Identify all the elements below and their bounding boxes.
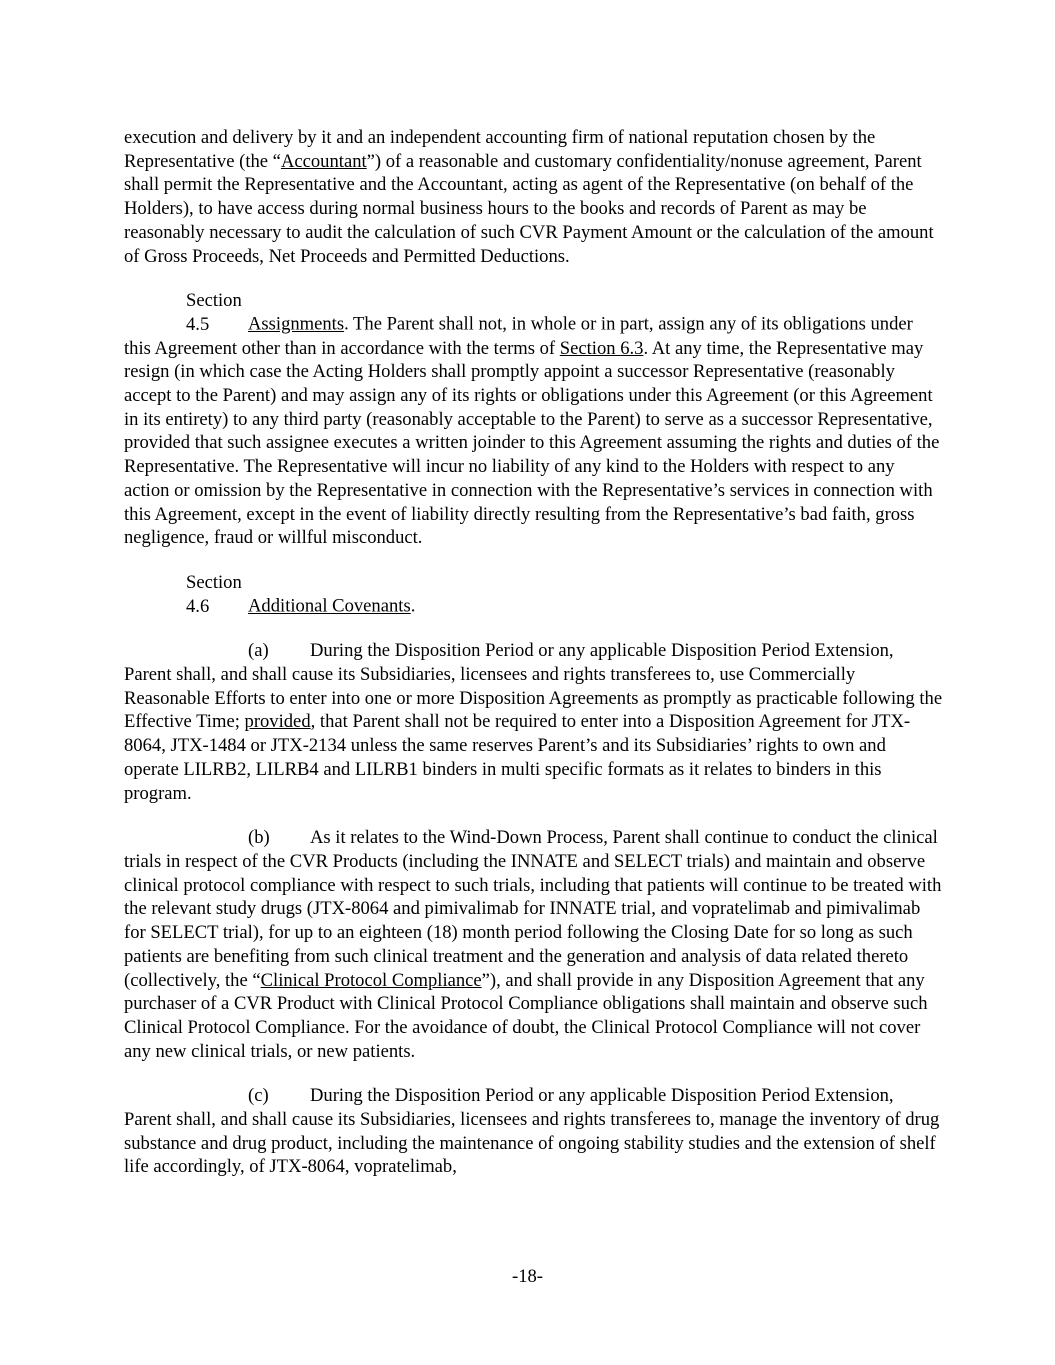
section-number: Section 4.6 (186, 571, 242, 617)
section-title: Assignments (248, 313, 345, 335)
section-number: Section 4.5 (186, 290, 242, 335)
page-number: -18- (512, 1266, 543, 1287)
document-page (124, 126, 944, 1179)
subsection-c (124, 1084, 944, 1179)
defined-term-accountant: Accountant (280, 150, 367, 172)
paragraph-audit-access (124, 126, 944, 268)
term-provided: provided (244, 711, 311, 733)
cross-reference-section-6-3: Section 6.3 (559, 337, 644, 359)
section-title: Additional Covenants (248, 595, 411, 617)
text: . At any time, the Representative may resign (in which case the Acting Holders shall promptly appoint a successor Representative (reasonably accept to the Parent) and may assign any of its rights or obligations under this Agreement (or this Agreement in its entirety) to any third party (reasonably acceptable to the Parent) to serve as a successor Representative, provided that such assignee executes a written joinder to this Agreement assuming the rights and duties of the Representative. The Representative will incur no liability of any kind to the Holders with respect to any action or omission by the Representative in connection with the Representative’s services in connection with this Agreement, except in the event of liability directly resulting from the Representative’s bad faith, gross negligence, fraud or willful misconduct. (124, 337, 940, 549)
text: As it relates to the Wind-Down Process, Parent shall continue to conduct the clinical trials in respect of the CVR Products (including the INNATE and SELECT trials) and maintain and observe clinical protocol compliance with respect to such trials, including that patients will continue to be treated with the relevant study drugs (JTX-8064 and pimivalimab for INNATE trial, and vopratelimab and pimivalimab for SELECT trial), for up to an eighteen (18) month period following the Closing Date for so long as such patients are benefiting from such clinical treatment and the generation and analysis of data related thereto (collectively, the “ (124, 827, 942, 991)
text: During the Disposition Period or any applicable Disposition Period Extension, Parent shall, and shall cause its Subsidiaries, licensees and rights transferees to, use Commercially Reasonable Efforts to enter into one or more Disposition Agreements as promptly as practicable following the Effective Time; (124, 640, 943, 733)
text: ”), and shall provide in any Disposition Agreement that any purchaser of a CVR Product with Clinical Protocol Compliance obligations shall maintain and observe such Clinical Protocol Compliance. For the avoidance of doubt, the Clinical Protocol Compliance will not cover any new clinical trials, or new patients. (124, 969, 928, 1062)
text: During the Disposition Period or any applicable Disposition Period Extension, Parent shall, and shall cause its Subsidiaries, licensees and rights transferees to, manage the inventory of drug substance and drug product, including the maintenance of ongoing stability studies and the extension of shelf life accordingly, of JTX-8064, vopratelimab, (124, 1085, 940, 1178)
subsection-number: (b) (248, 827, 270, 849)
text: . (410, 595, 416, 617)
text: , that Parent shall not be required to enter into a Disposition Agreement for JTX-8064, JTX-1484 or JTX-2134 unless the same reserves Parent’s and its Subsidiaries’ rights to own and operate LILRB2, LILRB4 and LILRB1 binders in multi specific formats as it relates to binders in this program. (124, 711, 911, 804)
subsection-b (124, 826, 944, 1063)
section-4-5 (124, 289, 944, 550)
defined-term-clinical-protocol-compliance: Clinical Protocol Compliance (260, 969, 482, 991)
section-4-6-heading (124, 571, 944, 618)
subsection-number: (c) (248, 1085, 269, 1107)
subsection-a (124, 639, 944, 805)
text: ”) of a reasonable and customary confidentiality/nonuse agreement, Parent shall permit the Representative and the Accountant, acting as agent of the Representative (on behalf of the Holders), to have access during normal business hours to the books and records of Parent as may be reasonably necessary to audit the calculation of such CVR Payment Amount or the calculation of the amount of Gross Proceeds, Net Proceeds and Permitted Deductions. (124, 150, 934, 267)
subsection-number: (a) (248, 640, 269, 662)
text: execution and delivery by it and an independent accounting firm of national reputation chosen by the Representative (the “ (124, 127, 876, 172)
text: . The Parent shall not, in whole or in part, assign any of its obligations under this Agreement other than in accordance with the terms of (124, 313, 913, 359)
